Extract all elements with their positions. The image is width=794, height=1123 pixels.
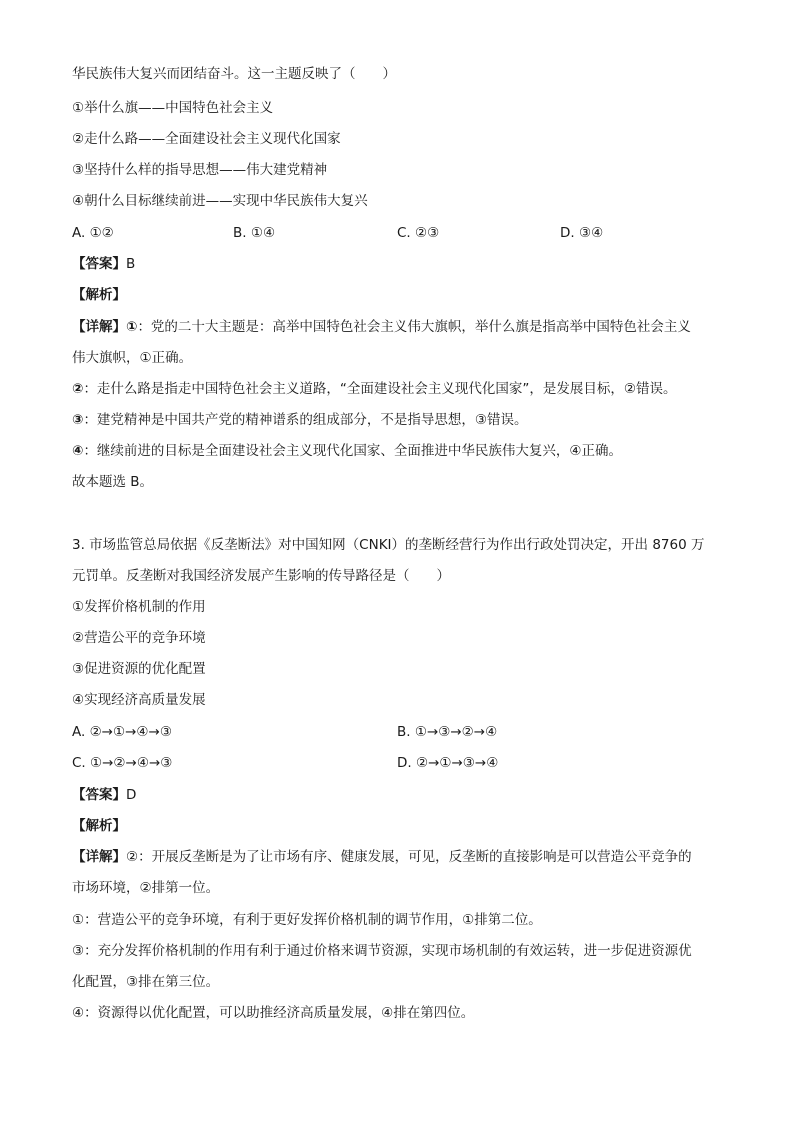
q2-conclusion: 故本题选 B。 [72,474,154,490]
q2-analysis-tag: 【解析】 [72,287,126,303]
q2-detail-line-4 [72,410,528,430]
q2-answer-value: B [126,256,136,272]
q2-item-3: ③坚持什么样的指导思想——伟大建党精神 [72,162,328,178]
q3-answer-value: D [126,787,137,803]
q3-option-d: D. ②→①→③→④ [397,755,499,771]
q3-option-b: B. ①→③→②→④ [397,724,498,740]
q3-detail-text-1: ②：开展反垄断是为了让市场有序、健康发展，可见，反垄断的直接影响是可以营造公平竞争的 [126,849,692,865]
q2-detail-line-1 [72,317,691,337]
q3-detail-line-2: 市场环境，②排第一位。 [72,880,220,896]
q2-detail-line-2 [72,348,192,368]
q3-detail-tag: 【详解】 [72,849,126,865]
q2-option-d: D. ③④ [560,225,604,241]
q2-detail-mark-2: ② [72,381,84,397]
q3-answer-tag: 【答案】 [72,787,126,803]
q2-detail-text-3: ：走什么路是指走中国特色社会主义道路，“全面建设社会主义现代化国家”，是发展目标，②错误。 [83,381,677,397]
q3-stem-line-1: 3. 市场监管总局依据《反垄断法》对中国知网（CNKI）的垄断经营行为作出行政处罚决定，开出 8760 万 [72,537,705,553]
q2-detail-text-2: 伟大旗帜，①正确。 [72,350,193,366]
q2-detail-text-1: ：党的二十大主题是：高举中国特色社会主义伟大旗帜，举什么旗是指高举中国特色社会主义 [137,319,691,335]
q2-item-4: ④朝什么目标继续前进——实现中华民族伟大复兴 [72,193,368,209]
q3-detail-line-1 [72,847,692,867]
q3-option-c: C. ①→②→④→③ [72,755,173,771]
q2-detail-text-4: ：建党精神是中国共产党的精神谱系的组成部分，不是指导思想，③错误。 [83,412,528,428]
q3-item-1: ①发挥价格机制的作用 [72,599,206,615]
q2-detail-mark-3: ③ [72,412,84,428]
q2-stem-tail: 华民族伟大复兴而团结奋斗。这一主题反映了（ ） [72,66,396,82]
q3-detail-line-4: ③：充分发挥价格机制的作用有利于通过价格来调节资源，实现市场机制的有效运转，进一步促进资源优 [72,943,692,959]
q3-stem-line-2: 元罚单。反垄断对我国经济发展产生影响的传导路径是（ ） [72,568,450,584]
q3-option-a: A. ②→①→④→③ [72,724,172,740]
q3-item-3: ③促进资源的优化配置 [72,661,206,677]
q2-detail-mark-1: ① [126,319,138,335]
q2-option-b: B. ①④ [233,225,276,241]
q2-item-2: ②走什么路——全面建设社会主义现代化国家 [72,131,341,147]
q2-answer-tag: 【答案】 [72,256,126,272]
q3-detail-line-6: ④：资源得以优化配置，可以助推经济高质量发展，④排在第四位。 [72,1005,475,1021]
q3-analysis-tag: 【解析】 [72,818,126,834]
q2-detail-text-5: ：继续前进的目标是全面建设社会主义现代化国家、全面推进中华民族伟大复兴，④正确。 [83,443,623,459]
q2-detail-line-5 [72,441,622,461]
q3-answer [72,785,136,805]
q2-detail-tag: 【详解】 [72,319,126,335]
q2-detail-mark-4: ④ [72,443,84,459]
q2-option-a: A. ①② [72,225,114,241]
q3-item-2: ②营造公平的竞争环境 [72,630,206,646]
q3-detail-line-3: ①：营造公平的竞争环境，有利于更好发挥价格机制的调节作用，①排第二位。 [72,912,542,928]
q2-item-1: ①举什么旗——中国特色社会主义 [72,100,274,116]
q3-item-4: ④实现经济高质量发展 [72,692,206,708]
q2-option-c: C. ②③ [397,225,440,241]
q3-detail-line-5: 化配置，③排在第三位。 [72,974,220,990]
q2-detail-line-3 [72,379,677,399]
q2-answer [72,254,135,274]
